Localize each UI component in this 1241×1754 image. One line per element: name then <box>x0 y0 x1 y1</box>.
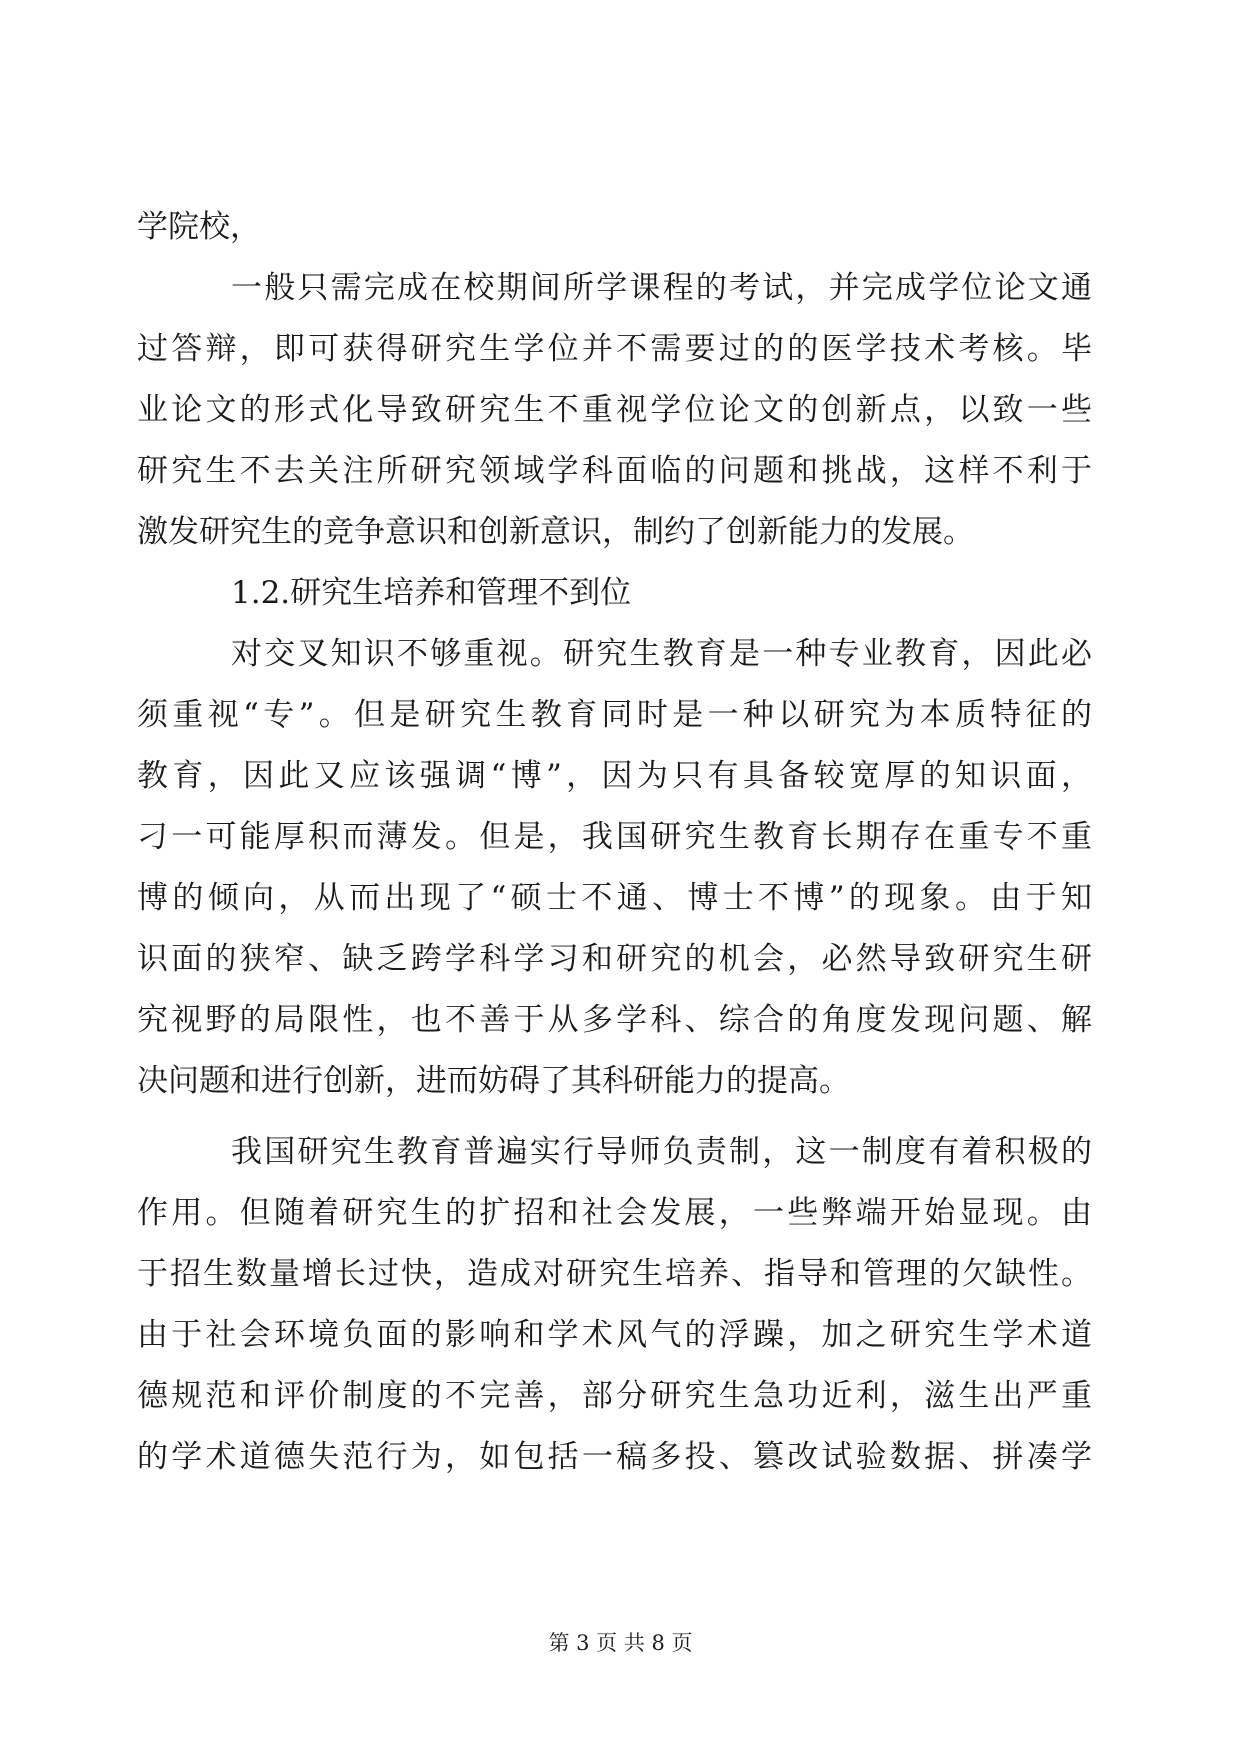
section-heading: 1.2.研究生培养和管理不到位 <box>231 575 632 611</box>
paragraph-line: 博的倾向，从而出现了“硕士不通、博士不博”的现象。由于知 <box>137 880 1092 916</box>
paragraph-line: 决问题和进行创新，进而妨碍了其科研能力的提高。 <box>137 1063 850 1099</box>
paragraph-line: 于招生数量增长过快，造成对研究生培养、指导和管理的欠缺性。 <box>137 1256 1092 1292</box>
paragraph-line: 的学术道德失范行为，如包括一稿多投、篡改试验数据、拼凑学 <box>137 1439 1092 1475</box>
paragraph-line: 一般只需完成在校期间所学课程的考试，并完成学位论文通 <box>231 270 1092 306</box>
paragraph-line: 业论文的形式化导致研究生不重视学位论文的创新点，以致一些 <box>137 392 1092 428</box>
paragraph-line: 德规范和评价制度的不完善，部分研究生急功近利，滋生出严重 <box>137 1378 1092 1414</box>
paragraph-line: 须重视“专”。但是研究生教育同时是一种以研究为本质特征的 <box>137 697 1092 733</box>
paragraph-line: 我国研究生教育普遍实行导师负责制，这一制度有着积极的 <box>231 1134 1092 1170</box>
paragraph-line: 作用。但随着研究生的扩招和社会发展，一些弊端开始显现。由 <box>137 1195 1092 1231</box>
paragraph-line: 对交叉知识不够重视。研究生教育是一种专业教育，因此必 <box>231 636 1092 672</box>
paragraph-line: 由于社会环境负面的影响和学术风气的浮躁，加之研究生学术道 <box>137 1317 1092 1353</box>
paragraph-line: 刁一可能厚积而薄发。但是，我国研究生教育长期存在重专不重 <box>137 819 1092 855</box>
paragraph-line: 学院校， <box>137 209 261 245</box>
paragraph-line: 研究生不去关注所研究领域学科面临的问题和挑战，这样不利于 <box>137 453 1092 489</box>
document-body <box>137 197 1092 1488</box>
paragraph-line: 识面的狭窄、缺乏跨学科学习和研究的机会，必然导致研究生研 <box>137 941 1092 977</box>
paragraph-line: 激发研究生的竞争意识和创新意识，制约了创新能力的发展。 <box>137 514 974 550</box>
paragraph-line: 究视野的局限性，也不善于从多学科、综合的角度发现问题、解 <box>137 1002 1092 1038</box>
page-footer: 第 3 页 共 8 页 <box>548 1631 693 1655</box>
paragraph-line: 教育，因此又应该强调“博”，因为只有具备较宽厚的知识面， <box>137 758 1092 794</box>
paragraph-line: 过答辩，即可获得研究生学位并不需要过的的医学技术考核。毕 <box>137 331 1092 367</box>
